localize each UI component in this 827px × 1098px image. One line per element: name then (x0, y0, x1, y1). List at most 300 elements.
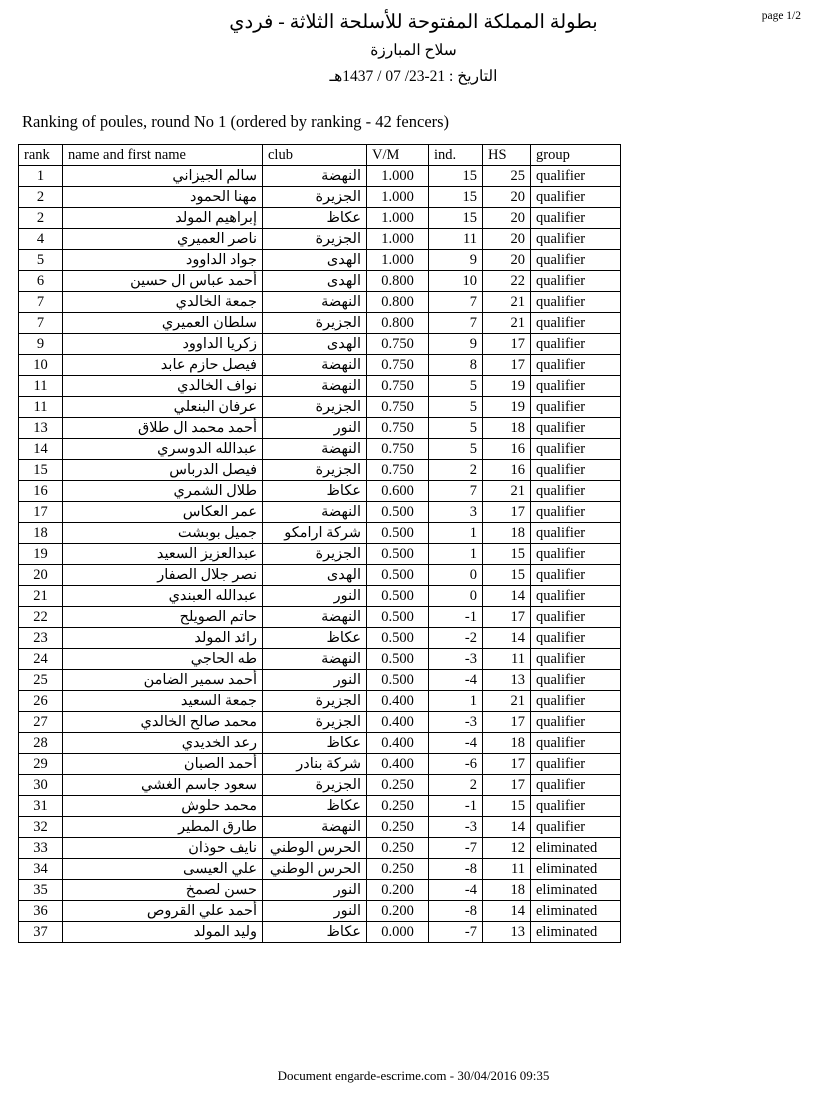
cell-vm: 0.750 (367, 397, 429, 418)
cell-rank: 17 (19, 502, 63, 523)
cell-ind: 0 (429, 586, 483, 607)
cell-group: qualifier (531, 817, 621, 838)
cell-ind: 9 (429, 250, 483, 271)
cell-name: علي العيسى (63, 859, 263, 880)
table-row (19, 460, 621, 481)
cell-ind: -4 (429, 733, 483, 754)
table-row (19, 376, 621, 397)
cell-name: محمد حلوش (63, 796, 263, 817)
cell-club: الهدى (263, 334, 367, 355)
cell-vm: 0.600 (367, 481, 429, 502)
cell-name: سعود جاسم الغشي (63, 775, 263, 796)
cell-rank: 7 (19, 313, 63, 334)
cell-vm: 0.000 (367, 922, 429, 943)
cell-rank: 19 (19, 544, 63, 565)
table-row (19, 502, 621, 523)
cell-hs: 20 (483, 229, 531, 250)
cell-name: عبدالعزيز السعيد (63, 544, 263, 565)
cell-ind: -1 (429, 607, 483, 628)
cell-group: qualifier (531, 586, 621, 607)
cell-vm: 0.400 (367, 691, 429, 712)
cell-group: qualifier (531, 229, 621, 250)
cell-name: عمر العكاس (63, 502, 263, 523)
cell-club: الجزيرة (263, 397, 367, 418)
cell-name: حاتم الصويلح (63, 607, 263, 628)
cell-ind: -2 (429, 628, 483, 649)
cell-vm: 0.250 (367, 859, 429, 880)
cell-rank: 14 (19, 439, 63, 460)
cell-group: qualifier (531, 208, 621, 229)
cell-group: eliminated (531, 922, 621, 943)
cell-rank: 1 (19, 166, 63, 187)
cell-club: النهضة (263, 439, 367, 460)
cell-ind: 5 (429, 397, 483, 418)
cell-ind: -3 (429, 712, 483, 733)
cell-rank: 7 (19, 292, 63, 313)
cell-vm: 1.000 (367, 187, 429, 208)
column-header-name: name and first name (63, 145, 263, 166)
cell-name: زكريا الداوود (63, 334, 263, 355)
cell-hs: 17 (483, 775, 531, 796)
cell-rank: 5 (19, 250, 63, 271)
cell-ind: -7 (429, 922, 483, 943)
cell-club: الهدى (263, 271, 367, 292)
table-row (19, 859, 621, 880)
column-header-hs: HS (483, 145, 531, 166)
table-row (19, 691, 621, 712)
table-row (19, 229, 621, 250)
cell-group: qualifier (531, 166, 621, 187)
cell-name: نواف الخالدي (63, 376, 263, 397)
cell-name: نصر جلال الصفار (63, 565, 263, 586)
cell-vm: 0.500 (367, 565, 429, 586)
document-title: بطولة المملكة المفتوحة للأسلحة الثلاثة - فردي (229, 12, 598, 33)
cell-club: عكاظ (263, 796, 367, 817)
cell-group: qualifier (531, 418, 621, 439)
cell-club: الحرس الوطني (263, 838, 367, 859)
table-row (19, 796, 621, 817)
cell-vm: 0.250 (367, 817, 429, 838)
cell-hs: 17 (483, 754, 531, 775)
cell-hs: 22 (483, 271, 531, 292)
cell-hs: 15 (483, 544, 531, 565)
column-header-group: group (531, 145, 621, 166)
cell-hs: 14 (483, 817, 531, 838)
cell-club: الهدى (263, 250, 367, 271)
table-row (19, 544, 621, 565)
cell-name: طه الحاجي (63, 649, 263, 670)
document-footer: Document engarde-escrime.com - 30/04/2016 09:35 (277, 1068, 550, 1083)
cell-vm: 0.500 (367, 670, 429, 691)
cell-vm: 0.500 (367, 628, 429, 649)
table-row (19, 670, 621, 691)
table-row (19, 250, 621, 271)
cell-hs: 18 (483, 523, 531, 544)
cell-hs: 19 (483, 397, 531, 418)
cell-ind: -4 (429, 880, 483, 901)
cell-club: عكاظ (263, 481, 367, 502)
cell-ind: 15 (429, 208, 483, 229)
cell-hs: 11 (483, 859, 531, 880)
cell-club: الجزيرة (263, 691, 367, 712)
cell-hs: 20 (483, 208, 531, 229)
cell-ind: 5 (429, 418, 483, 439)
cell-ind: 5 (429, 376, 483, 397)
cell-rank: 28 (19, 733, 63, 754)
cell-group: qualifier (531, 355, 621, 376)
cell-vm: 1.000 (367, 208, 429, 229)
cell-vm: 0.250 (367, 796, 429, 817)
cell-club: النهضة (263, 502, 367, 523)
cell-ind: 2 (429, 775, 483, 796)
cell-club: الجزيرة (263, 712, 367, 733)
cell-vm: 0.400 (367, 754, 429, 775)
table-row (19, 355, 621, 376)
cell-ind: 8 (429, 355, 483, 376)
table-row (19, 271, 621, 292)
cell-group: qualifier (531, 607, 621, 628)
document-subtitle: سلاح المبارزة (370, 42, 457, 60)
cell-hs: 14 (483, 901, 531, 922)
cell-group: qualifier (531, 565, 621, 586)
cell-rank: 4 (19, 229, 63, 250)
cell-rank: 2 (19, 187, 63, 208)
cell-name: جمعة السعيد (63, 691, 263, 712)
cell-name: جميل بوبشت (63, 523, 263, 544)
cell-hs: 20 (483, 250, 531, 271)
table-row (19, 712, 621, 733)
cell-vm: 0.500 (367, 649, 429, 670)
cell-group: qualifier (531, 523, 621, 544)
table-row (19, 523, 621, 544)
cell-name: طلال الشمري (63, 481, 263, 502)
cell-vm: 0.500 (367, 523, 429, 544)
cell-name: عبدالله العبندي (63, 586, 263, 607)
cell-hs: 16 (483, 439, 531, 460)
cell-rank: 37 (19, 922, 63, 943)
cell-ind: -8 (429, 859, 483, 880)
cell-ind: 7 (429, 292, 483, 313)
cell-hs: 25 (483, 166, 531, 187)
cell-ind: -8 (429, 901, 483, 922)
page-number: page 1/2 (761, 10, 801, 22)
cell-ind: 7 (429, 481, 483, 502)
cell-rank: 6 (19, 271, 63, 292)
cell-group: qualifier (531, 292, 621, 313)
table-row (19, 880, 621, 901)
cell-rank: 34 (19, 859, 63, 880)
cell-name: محمد صالح الخالدي (63, 712, 263, 733)
document-date: التاريخ : 21-23/ 07 / 1437هـ (329, 68, 498, 86)
cell-club: الجزيرة (263, 544, 367, 565)
cell-rank: 11 (19, 376, 63, 397)
table-row (19, 166, 621, 187)
cell-name: سلطان العميري (63, 313, 263, 334)
column-header-ind: ind. (429, 145, 483, 166)
table-row (19, 397, 621, 418)
cell-vm: 0.750 (367, 439, 429, 460)
cell-hs: 15 (483, 565, 531, 586)
cell-name: فيصل حازم عابد (63, 355, 263, 376)
table-row (19, 838, 621, 859)
cell-club: الجزيرة (263, 229, 367, 250)
cell-hs: 17 (483, 355, 531, 376)
table-row (19, 775, 621, 796)
cell-vm: 0.500 (367, 544, 429, 565)
cell-rank: 35 (19, 880, 63, 901)
cell-name: أحمد علي القروص (63, 901, 263, 922)
cell-name: جواد الداوود (63, 250, 263, 271)
cell-club: النهضة (263, 607, 367, 628)
cell-rank: 18 (19, 523, 63, 544)
cell-club: عكاظ (263, 208, 367, 229)
cell-hs: 18 (483, 418, 531, 439)
cell-rank: 16 (19, 481, 63, 502)
table-row (19, 187, 621, 208)
cell-club: النور (263, 418, 367, 439)
cell-vm: 0.800 (367, 292, 429, 313)
cell-vm: 0.750 (367, 460, 429, 481)
cell-group: eliminated (531, 880, 621, 901)
cell-name: جمعة الخالدي (63, 292, 263, 313)
table-row (19, 733, 621, 754)
cell-group: eliminated (531, 838, 621, 859)
cell-rank: 33 (19, 838, 63, 859)
cell-club: الحرس الوطني (263, 859, 367, 880)
table-row (19, 901, 621, 922)
cell-vm: 1.000 (367, 229, 429, 250)
cell-ind: 1 (429, 691, 483, 712)
cell-hs: 18 (483, 733, 531, 754)
cell-hs: 19 (483, 376, 531, 397)
cell-club: النور (263, 586, 367, 607)
cell-club: الجزيرة (263, 187, 367, 208)
cell-hs: 14 (483, 628, 531, 649)
table-header-row (19, 145, 621, 166)
cell-hs: 17 (483, 607, 531, 628)
cell-name: طارق المطير (63, 817, 263, 838)
cell-club: شركة بنادر (263, 754, 367, 775)
table-row (19, 565, 621, 586)
cell-club: عكاظ (263, 922, 367, 943)
cell-name: أحمد الصبان (63, 754, 263, 775)
cell-vm: 0.750 (367, 376, 429, 397)
cell-hs: 13 (483, 922, 531, 943)
cell-group: qualifier (531, 376, 621, 397)
cell-rank: 15 (19, 460, 63, 481)
cell-rank: 9 (19, 334, 63, 355)
cell-hs: 13 (483, 670, 531, 691)
table-row (19, 817, 621, 838)
cell-group: qualifier (531, 271, 621, 292)
cell-vm: 0.500 (367, 586, 429, 607)
cell-group: qualifier (531, 670, 621, 691)
cell-ind: -7 (429, 838, 483, 859)
cell-hs: 16 (483, 460, 531, 481)
cell-vm: 1.000 (367, 166, 429, 187)
table-row (19, 208, 621, 229)
cell-ind: 15 (429, 166, 483, 187)
cell-group: qualifier (531, 628, 621, 649)
results-table (18, 144, 621, 943)
cell-club: النور (263, 880, 367, 901)
cell-club: النهضة (263, 649, 367, 670)
cell-rank: 23 (19, 628, 63, 649)
cell-rank: 10 (19, 355, 63, 376)
cell-ind: -3 (429, 817, 483, 838)
cell-hs: 15 (483, 796, 531, 817)
cell-name: أحمد سمير الضامن (63, 670, 263, 691)
cell-group: qualifier (531, 754, 621, 775)
cell-ind: 1 (429, 523, 483, 544)
table-row (19, 439, 621, 460)
cell-group: qualifier (531, 187, 621, 208)
cell-ind: -1 (429, 796, 483, 817)
cell-club: النهضة (263, 166, 367, 187)
table-row (19, 334, 621, 355)
cell-vm: 0.200 (367, 901, 429, 922)
cell-name: نايف حوذان (63, 838, 263, 859)
cell-name: سالم الجيزاني (63, 166, 263, 187)
cell-vm: 0.250 (367, 838, 429, 859)
cell-club: النور (263, 670, 367, 691)
cell-club: الهدى (263, 565, 367, 586)
cell-rank: 21 (19, 586, 63, 607)
cell-club: النهضة (263, 292, 367, 313)
cell-club: النهضة (263, 376, 367, 397)
cell-vm: 0.750 (367, 334, 429, 355)
table-row (19, 418, 621, 439)
cell-name: أحمد محمد ال طلاق (63, 418, 263, 439)
cell-club: عكاظ (263, 733, 367, 754)
cell-name: حسن لصمخ (63, 880, 263, 901)
cell-rank: 29 (19, 754, 63, 775)
cell-ind: 9 (429, 334, 483, 355)
cell-vm: 0.750 (367, 355, 429, 376)
column-header-rank: rank (19, 145, 63, 166)
cell-group: qualifier (531, 712, 621, 733)
cell-rank: 31 (19, 796, 63, 817)
cell-vm: 0.250 (367, 775, 429, 796)
cell-rank: 13 (19, 418, 63, 439)
cell-club: الجزيرة (263, 313, 367, 334)
cell-group: qualifier (531, 649, 621, 670)
cell-ind: 3 (429, 502, 483, 523)
cell-name: ناصر العميري (63, 229, 263, 250)
cell-vm: 0.200 (367, 880, 429, 901)
table-row (19, 628, 621, 649)
cell-ind: -3 (429, 649, 483, 670)
cell-vm: 0.800 (367, 271, 429, 292)
cell-hs: 11 (483, 649, 531, 670)
cell-name: عرفان البنعلي (63, 397, 263, 418)
cell-ind: 1 (429, 544, 483, 565)
cell-group: qualifier (531, 691, 621, 712)
table-row (19, 481, 621, 502)
cell-hs: 17 (483, 712, 531, 733)
cell-group: qualifier (531, 544, 621, 565)
cell-rank: 30 (19, 775, 63, 796)
cell-group: qualifier (531, 796, 621, 817)
cell-group: qualifier (531, 334, 621, 355)
cell-group: qualifier (531, 481, 621, 502)
cell-hs: 18 (483, 880, 531, 901)
cell-club: النور (263, 901, 367, 922)
cell-rank: 2 (19, 208, 63, 229)
cell-club: عكاظ (263, 628, 367, 649)
cell-ind: 15 (429, 187, 483, 208)
cell-vm: 0.800 (367, 313, 429, 334)
cell-ind: 10 (429, 271, 483, 292)
cell-ind: 11 (429, 229, 483, 250)
cell-rank: 22 (19, 607, 63, 628)
cell-group: qualifier (531, 733, 621, 754)
cell-name: إبراهيم المولد (63, 208, 263, 229)
cell-group: qualifier (531, 502, 621, 523)
cell-rank: 25 (19, 670, 63, 691)
cell-group: eliminated (531, 901, 621, 922)
cell-hs: 14 (483, 586, 531, 607)
cell-hs: 21 (483, 691, 531, 712)
table-row (19, 607, 621, 628)
cell-name: أحمد عباس ال حسين (63, 271, 263, 292)
cell-hs: 21 (483, 292, 531, 313)
cell-club: النهضة (263, 817, 367, 838)
cell-hs: 21 (483, 481, 531, 502)
cell-name: عبدالله الدوسري (63, 439, 263, 460)
cell-hs: 17 (483, 334, 531, 355)
ranking-caption: Ranking of poules, round No 1 (ordered by ranking - 42 fencers) (22, 112, 450, 132)
cell-group: qualifier (531, 397, 621, 418)
cell-name: رائد المولد (63, 628, 263, 649)
cell-ind: 5 (429, 439, 483, 460)
cell-vm: 0.400 (367, 712, 429, 733)
cell-group: qualifier (531, 250, 621, 271)
cell-rank: 32 (19, 817, 63, 838)
cell-hs: 20 (483, 187, 531, 208)
cell-rank: 24 (19, 649, 63, 670)
cell-club: الجزيرة (263, 775, 367, 796)
table-row (19, 586, 621, 607)
cell-club: الجزيرة (263, 460, 367, 481)
table-row (19, 649, 621, 670)
cell-vm: 0.750 (367, 418, 429, 439)
cell-hs: 21 (483, 313, 531, 334)
cell-name: فيصل الدرباس (63, 460, 263, 481)
cell-group: eliminated (531, 859, 621, 880)
cell-vm: 0.500 (367, 502, 429, 523)
document-header (0, 0, 827, 90)
column-header-vm: V/M (367, 145, 429, 166)
cell-vm: 0.400 (367, 733, 429, 754)
table-row (19, 754, 621, 775)
cell-club: النهضة (263, 355, 367, 376)
cell-rank: 20 (19, 565, 63, 586)
cell-ind: 0 (429, 565, 483, 586)
cell-group: qualifier (531, 460, 621, 481)
cell-club: شركة ارامكو (263, 523, 367, 544)
cell-vm: 0.500 (367, 607, 429, 628)
cell-ind: -6 (429, 754, 483, 775)
cell-rank: 11 (19, 397, 63, 418)
cell-group: qualifier (531, 313, 621, 334)
table-row (19, 292, 621, 313)
cell-rank: 36 (19, 901, 63, 922)
cell-hs: 12 (483, 838, 531, 859)
cell-ind: -4 (429, 670, 483, 691)
cell-name: مهنا الحمود (63, 187, 263, 208)
cell-group: qualifier (531, 439, 621, 460)
